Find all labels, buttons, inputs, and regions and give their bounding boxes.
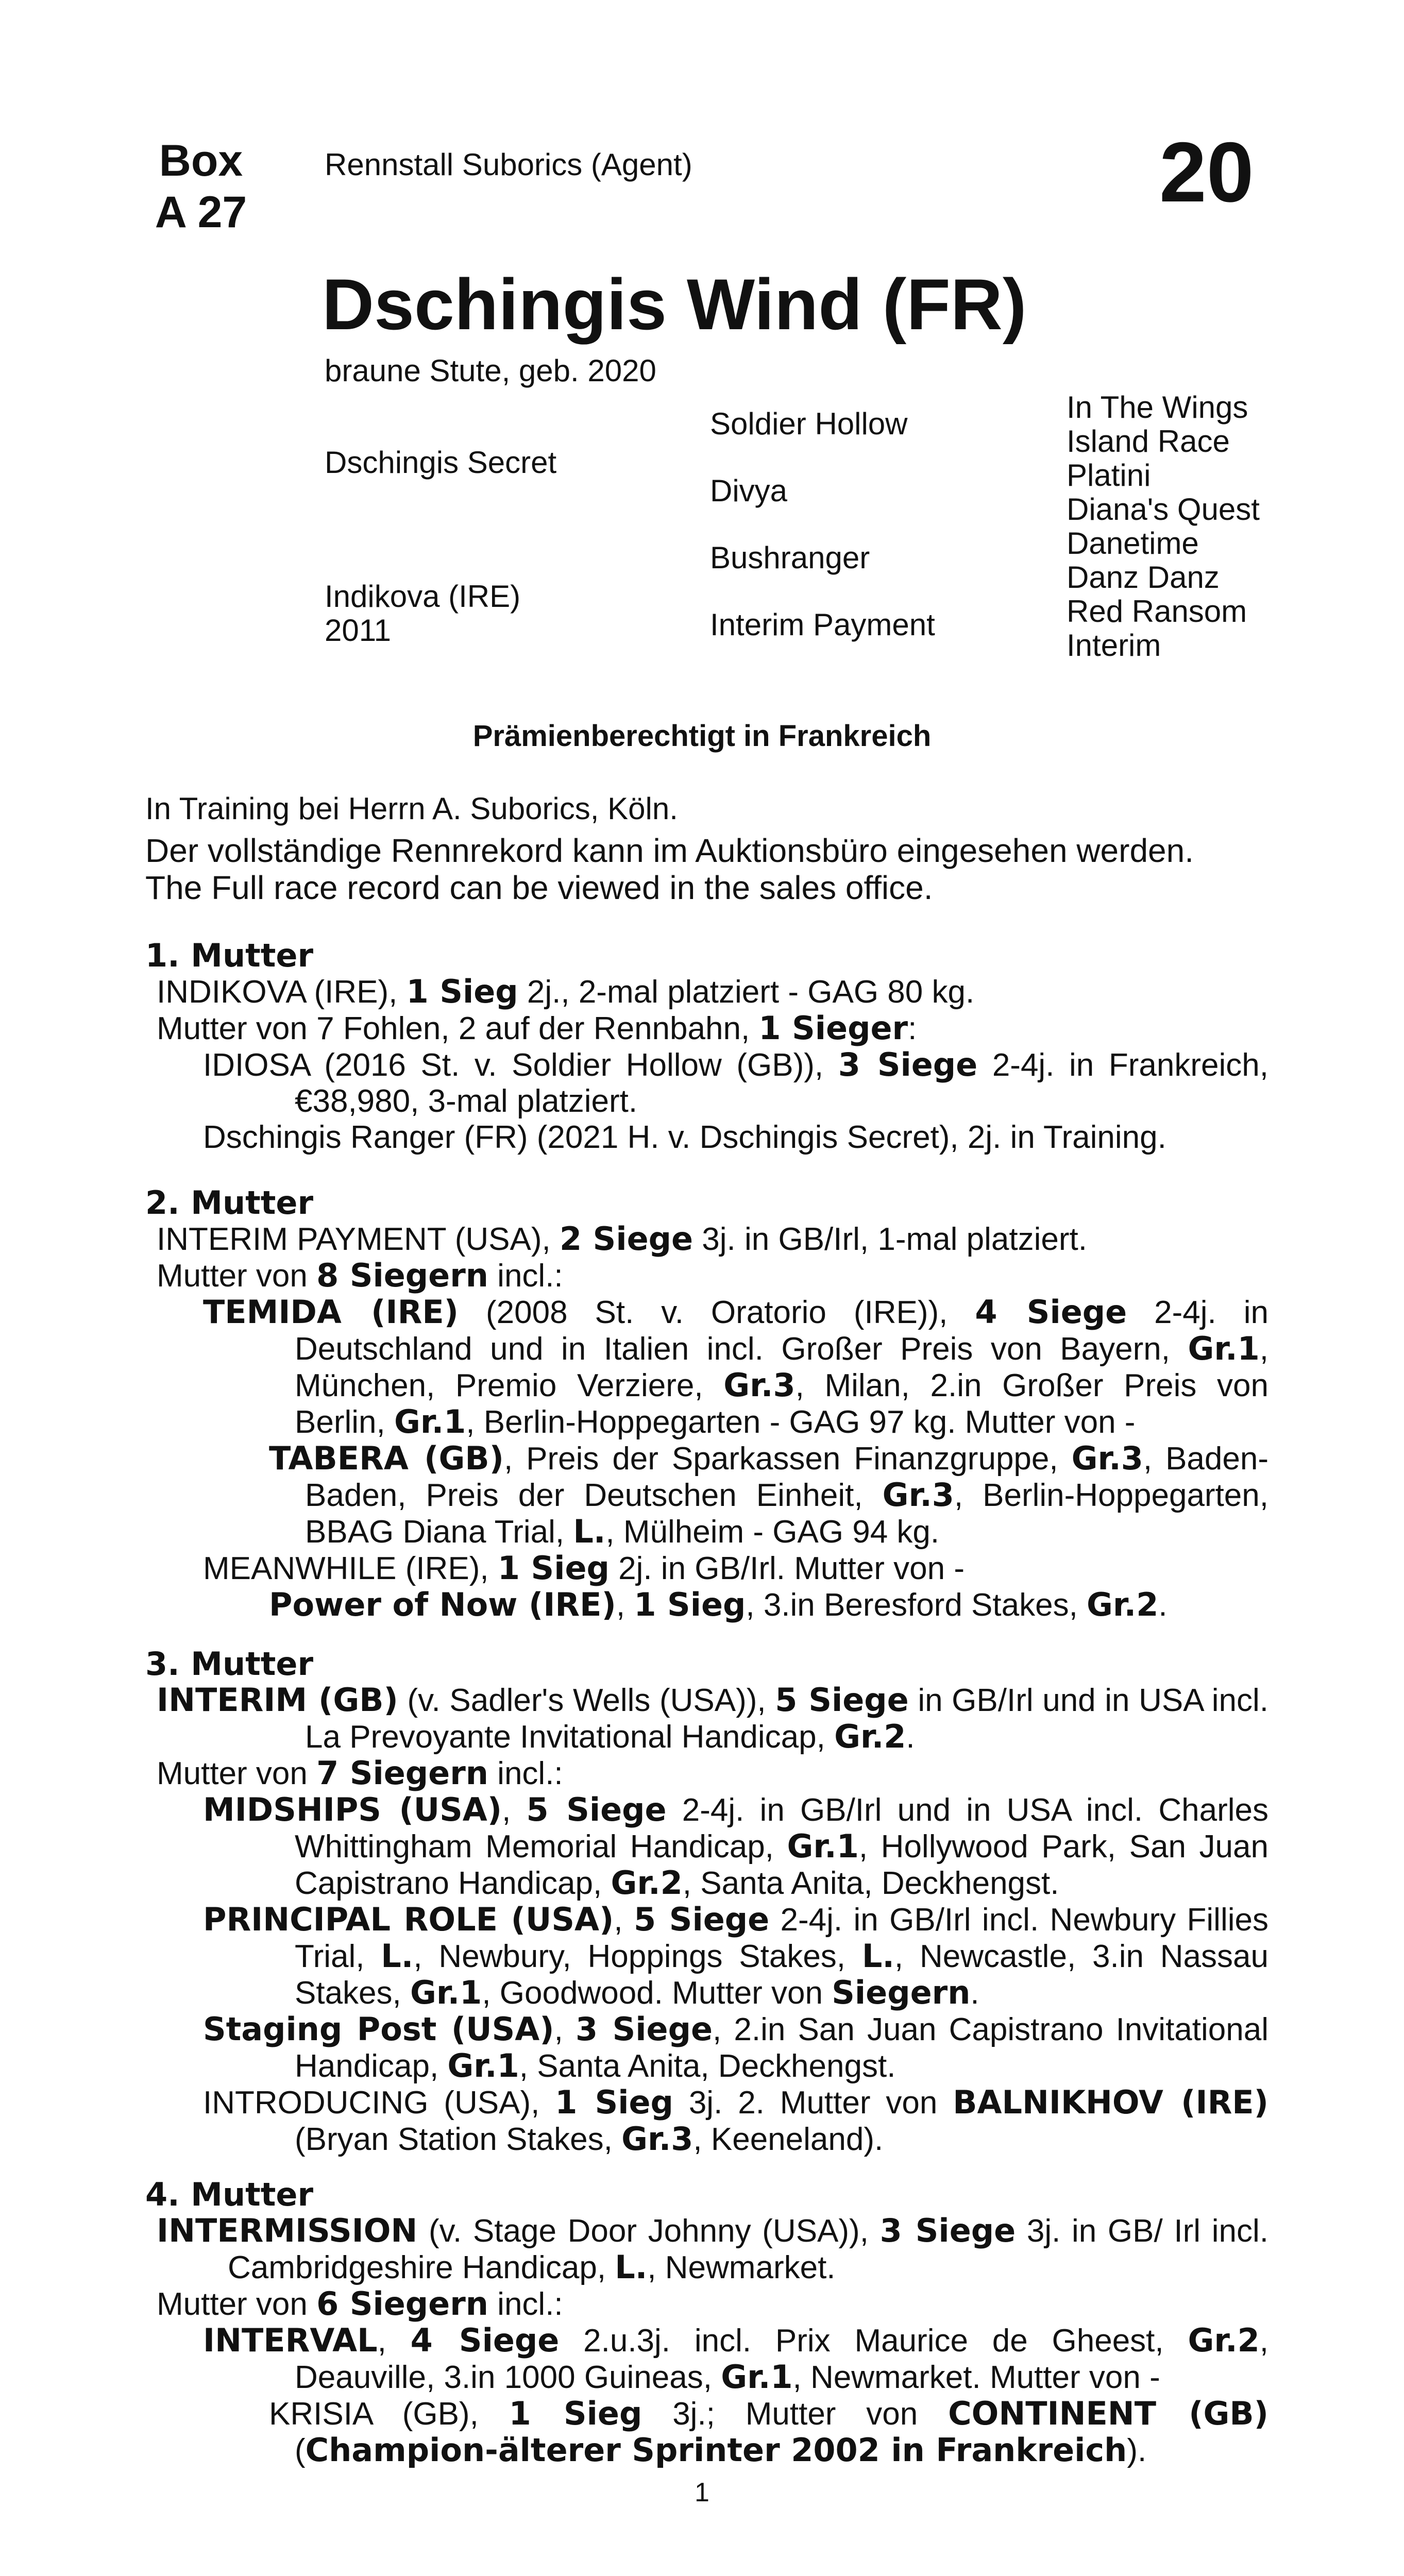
dam4-section bbox=[145, 2177, 1268, 2469]
pedigree-great-grandparent: Diana's Quest bbox=[1067, 492, 1260, 527]
dam4-produce-summary: Mutter von 6 Siegern incl.: bbox=[157, 2285, 563, 2323]
training-note: In Training bei Herrn A. Suborics, Köln. bbox=[145, 791, 678, 826]
pedigree-great-grandparent: Interim bbox=[1067, 628, 1161, 663]
pedigree-sire: Dschingis Secret bbox=[325, 445, 557, 480]
dam3-produce-item: MIDSHIPS (USA), 5 Siege 2-4j. in GB/Irl und in USA incl. Charles Whittingham Memorial Handicap, Gr.1, Hollywood Park, San Juan Capistrano Handicap, Gr.2, Santa Anita, Deckhengst. bbox=[203, 1791, 1268, 1902]
pedigree-great-grandparents bbox=[1067, 391, 1260, 663]
dam3-produce-item: Staging Post (USA), 3 Siege, 2.in San Juan Capistrano Invitational Handicap, Gr.1, Santa Anita, Deckhengst. bbox=[203, 2010, 1268, 2084]
dam4-granddaughter: KRISIA (GB), 1 Sieg 3j.; Mutter von CONTINENT (GB) (Champion-älterer Sprinter 2002 in Frankreich). bbox=[269, 2395, 1269, 2469]
record-note-de: Der vollständige Rennrekord kann im Auktionsbüro eingesehen werden. bbox=[145, 832, 1194, 869]
lot-number: 20 bbox=[1159, 125, 1254, 219]
dam2-section bbox=[145, 1185, 1268, 1623]
pedigree-great-grandparent: In The Wings bbox=[1067, 390, 1248, 425]
pedigree-great-grandparent: Danetime bbox=[1067, 526, 1199, 561]
pedigree-great-grandparent: Danz Danz bbox=[1067, 560, 1220, 595]
pedigree-great-grandparent: Red Ransom bbox=[1067, 594, 1247, 629]
box-label bbox=[149, 135, 252, 238]
dam2-granddaughter: Power of Now (IRE), 1 Sieg, 3.in Beresford Stakes, Gr.2. bbox=[269, 1586, 1168, 1623]
dam3-produce-summary: Mutter von 7 Siegern incl.: bbox=[157, 1754, 563, 1792]
dam3-produce-item: INTRODUCING (USA), 1 Sieg 3j. 2. Mutter von BALNIKHOV (IRE) (Bryan Station Stakes, Gr.3, Keeneland). bbox=[203, 2083, 1268, 2158]
dam2-produce-item: MEANWHILE (IRE), 1 Sieg 2j. in GB/Irl. Mutter von - bbox=[203, 1549, 965, 1587]
horse-description: braune Stute, geb. 2020 bbox=[325, 353, 656, 388]
dam1-produce-item: IDIOSA (2016 St. v. Soldier Hollow (GB)), 3 Siege 2-4j. in Frankreich, €38,980, 3-mal platziert. bbox=[203, 1046, 1268, 1119]
dam1-produce-summary: Mutter von 7 Fohlen, 2 auf der Rennbahn, 1 Sieger: bbox=[157, 1009, 917, 1047]
dam3-section bbox=[145, 1646, 1268, 2158]
dam4-title: 4. Mutter bbox=[145, 2176, 314, 2213]
page-number: 1 bbox=[695, 2478, 709, 2507]
dam3-produce-item: PRINCIPAL ROLE (USA), 5 Siege 2-4j. in GB/Irl incl. Newbury Fillies Trial, L., Newbury, Hoppings Stakes, L., Newcastle, 3.in Nassau Stakes, Gr.1, Goodwood. Mutter von Siegern. bbox=[203, 1901, 1268, 2011]
dam2-entry: INTERIM PAYMENT (USA), 2 Siege 3j. in GB/Irl, 1-mal platziert. bbox=[157, 1220, 1087, 1258]
record-note bbox=[145, 832, 1194, 906]
pedigree-great-grandparent: Platini bbox=[1067, 458, 1151, 493]
horse-name: Dschingis Wind (FR) bbox=[322, 264, 1027, 345]
dam1-produce-item: Dschingis Ranger (FR) (2021 H. v. Dschingis Secret), 2j. in Training. bbox=[203, 1120, 1166, 1155]
dam2-title: 2. Mutter bbox=[145, 1184, 314, 1222]
pedigree-dam-year: 2011 bbox=[325, 613, 392, 648]
dam2-produce-summary: Mutter von 8 Siegern incl.: bbox=[157, 1257, 563, 1294]
dam3-entry: INTERIM (GB) (v. Sadler's Wells (USA)), 5 Siege in GB/Irl und in USA incl. La Prevoyante Invitational Handicap, Gr.2. bbox=[157, 1681, 1269, 1755]
pedigree-grandparent: Interim Payment bbox=[710, 607, 935, 642]
dam3-title: 3. Mutter bbox=[145, 1645, 314, 1683]
consignor: Rennstall Suborics (Agent) bbox=[325, 147, 692, 182]
box-word: Box bbox=[159, 136, 243, 185]
pedigree-grandparent: Soldier Hollow bbox=[710, 406, 908, 441]
pedigree-dam-name: Indikova (IRE) bbox=[325, 579, 521, 614]
dam2-granddaughter: TABERA (GB), Preis der Sparkassen Finanzgruppe, Gr.3, Baden-Baden, Preis der Deutschen Einheit, Gr.3, Berlin-Hoppegarten, BBAG Diana Trial, L., Mülheim - GAG 94 kg. bbox=[269, 1439, 1268, 1550]
pedigree-grandparent: Bushranger bbox=[710, 540, 870, 575]
pedigree-great-grandparent: Island Race bbox=[1067, 424, 1230, 459]
box-number: A 27 bbox=[155, 188, 247, 237]
dam4-entry: INTERMISSION (v. Stage Door Johnny (USA)), 3 Siege 3j. in GB/ Irl incl. Cambridgeshire Handicap, L., Newmarket. bbox=[157, 2212, 1268, 2286]
premium-note: Prämienberechtigt in Frankreich bbox=[472, 719, 932, 753]
dam1-entry: INDIKOVA (IRE), 1 Sieg 2j., 2-mal platziert - GAG 80 kg. bbox=[157, 973, 975, 1010]
dam4-produce-item: INTERVAL, 4 Siege 2.u.3j. incl. Prix Maurice de Gheest, Gr.2, Deauville, 3.in 1000 Guineas, Gr.1, Newmarket. Mutter von - bbox=[203, 2321, 1268, 2396]
dam1-section bbox=[145, 938, 1268, 1156]
pedigree-dam bbox=[325, 580, 520, 648]
record-note-en: The Full race record can be viewed in the sales office. bbox=[145, 869, 933, 906]
dam1-title: 1. Mutter bbox=[145, 937, 314, 974]
pedigree-grandparent: Divya bbox=[710, 473, 788, 508]
dam2-produce-item: TEMIDA (IRE) (2008 St. v. Oratorio (IRE)), 4 Siege 2-4j. in Deutschland und in Italien incl. Großer Preis von Bayern, Gr.1, München, Premio Verziere, Gr.3, Milan, 2.in Großer Preis von Berlin, Gr.1, Berlin-Hoppegarten - GAG 97 kg. Mutter von - bbox=[203, 1293, 1268, 1440]
